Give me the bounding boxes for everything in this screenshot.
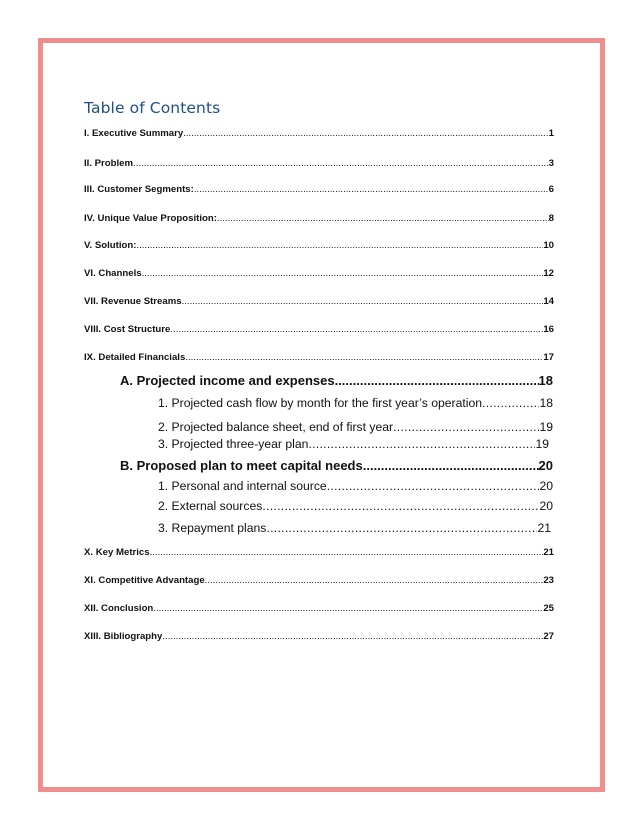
toc-entry-detailed-financials[interactable] [84,351,554,365]
toc-entry-label: V. Solution: [84,240,137,251]
toc-entry-key-metrics[interactable] [84,546,554,560]
toc-entry-page: 8 [548,213,554,224]
toc-entry-page: 3 [548,158,554,169]
toc-entry-customer-segments[interactable] [84,183,554,197]
toc-entry-proposed-plan[interactable] [120,457,553,475]
toc-entry-label: 2. Projected balance sheet, end of first year [158,420,394,434]
toc-entry-conclusion[interactable] [84,602,554,616]
toc-leader-dots [363,457,539,475]
toc-entry-bibliography[interactable] [84,630,554,644]
toc-leader-dots [170,323,543,337]
toc-entry-page: 21 [543,547,554,558]
toc-entry-page: 20 [539,499,553,513]
toc-entry-page: 19 [535,437,549,451]
toc-leader-dots [142,267,544,281]
page-border [38,38,605,792]
toc-entry-label: XII. Conclusion [84,603,154,614]
toc-entry-page: 23 [543,575,554,586]
toc-entry-channels[interactable] [84,267,554,281]
toc-leader-dots [183,127,548,141]
toc-leader-dots [162,630,543,644]
toc-entry-page: 20 [538,458,553,473]
toc-entry-label: IX. Detailed Financials [84,352,186,363]
toc-entry-executive-summary[interactable] [84,127,554,141]
toc-entry-label: III. Customer Segments: [84,184,194,195]
toc-entry-page: 16 [543,324,554,335]
toc-title: Table of Contents [84,99,221,117]
toc-entry-projected-cash-flow[interactable] [158,395,553,412]
toc-leader-dots [185,351,543,365]
toc-entry-personal-internal-source[interactable] [158,478,553,495]
toc-entry-page: 21 [537,521,551,535]
toc-entry-label: B. Proposed plan to meet capital needs [120,458,363,473]
toc-entry-label: 2. External sources [158,499,263,513]
toc-leader-dots [205,574,544,588]
toc-entry-label: 1. Personal and internal source [158,479,327,493]
toc-entry-label: A. Projected income and expenses [120,373,335,388]
toc-entry-page: 27 [543,631,554,642]
toc-entry-repayment-plans[interactable] [158,520,551,537]
toc-leader-dots [150,546,544,560]
toc-entry-page: 18 [539,396,553,410]
toc-entry-label: VIII. Cost Structure [84,324,171,335]
toc-leader-dots [393,419,539,436]
toc-leader-dots [327,478,540,495]
toc-entry-solution[interactable] [84,239,554,253]
toc-entry-projected-three-year-plan[interactable] [158,436,549,453]
toc-entry-label: 1. Projected cash flow by month for the first year’s operation [158,396,483,410]
toc-leader-dots [262,498,539,515]
toc-entry-projected-balance-sheet[interactable] [158,419,553,436]
toc-entry-page: 10 [543,240,554,251]
toc-entry-page: 12 [543,268,554,279]
toc-entry-cost-structure[interactable] [84,323,554,337]
toc-entry-page: 14 [543,296,554,307]
toc-leader-dots [153,602,543,616]
toc-leader-dots [308,436,535,453]
toc-entry-problem[interactable] [84,157,554,171]
toc-entry-page: 19 [539,420,553,434]
toc-leader-dots [136,239,543,253]
toc-entry-competitive-advantage[interactable] [84,574,554,588]
toc-entry-label: II. Problem [84,158,134,169]
toc-entry-label: 3. Repayment plans [158,521,267,535]
toc-entry-page: 17 [543,352,554,363]
toc-entry-page: 25 [543,603,554,614]
toc-entry-label: XI. Competitive Advantage [84,575,205,586]
toc-leader-dots [133,157,549,171]
toc-entry-revenue-streams[interactable] [84,295,554,309]
toc-leader-dots [335,372,539,390]
toc-leader-dots [182,295,544,309]
toc-entry-label: I. Executive Summary [84,128,184,139]
toc-entry-label: VII. Revenue Streams [84,296,182,307]
toc-entry-label: VI. Channels [84,268,142,279]
toc-entry-page: 18 [538,373,553,388]
toc-entry-external-sources[interactable] [158,498,553,515]
toc-entry-page: 1 [548,128,554,139]
toc-leader-dots [217,212,549,226]
toc-entry-label: IV. Unique Value Proposition: [84,213,217,224]
toc-entry-page: 20 [539,479,553,493]
toc-leader-dots [194,183,549,197]
toc-entry-label: 3. Projected three-year plan [158,437,309,451]
toc-entry-unique-value-proposition[interactable] [84,212,554,226]
toc-leader-dots [266,520,537,537]
toc-entry-projected-income[interactable] [120,372,553,390]
toc-entry-label: X. Key Metrics [84,547,150,558]
toc-entry-page: 6 [548,184,554,195]
toc-entry-label: XIII. Bibliography [84,631,163,642]
toc-leader-dots [482,395,539,412]
